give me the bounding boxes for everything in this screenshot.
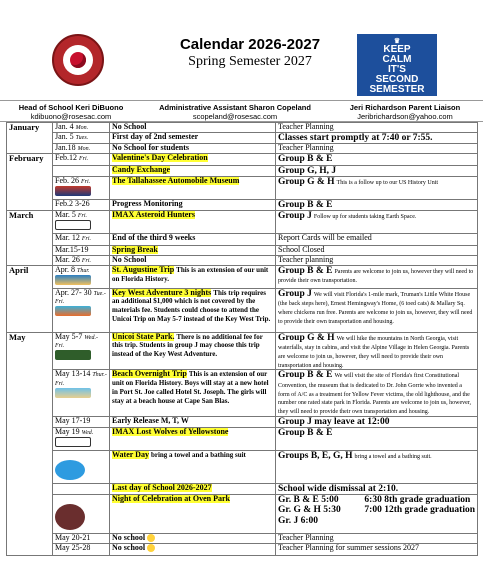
event-cell — [110, 416, 276, 427]
date-cell — [53, 123, 110, 133]
group-time: Gr. J 6:00 — [278, 515, 319, 526]
note-cell — [276, 451, 478, 484]
date-label: May 20-21 — [55, 533, 91, 542]
table-row — [7, 154, 478, 165]
note-label: School Closed — [278, 245, 325, 254]
event-cell — [110, 370, 276, 417]
note-label: Teacher Planning for summer sessions 2027 — [278, 543, 419, 552]
note-label: Group B & E — [278, 265, 333, 276]
table-row — [7, 199, 478, 210]
note-detail: bring a towel and a bathing suit. — [354, 454, 432, 461]
date-label: Jan. 4 — [55, 122, 74, 131]
event-cell — [110, 533, 276, 543]
challenger-image — [55, 220, 91, 230]
date-cell — [53, 451, 110, 484]
event-label: IMAX Asteroid Hunters — [112, 210, 195, 220]
group-time: Gr. B & E 5:00 — [278, 495, 339, 506]
month-cell — [7, 154, 53, 211]
museum-image — [55, 186, 91, 196]
date-label: Feb.12 — [55, 153, 77, 163]
month-cell — [7, 211, 53, 266]
table-row — [7, 416, 478, 427]
month-label: April — [9, 265, 29, 275]
event-cell — [110, 332, 276, 370]
note-cell — [276, 211, 478, 234]
crown-icon: ♛ — [393, 38, 401, 45]
page-title: Calendar 2026-2027 — [179, 36, 321, 53]
event-label: Last day of School 2026-2027 — [112, 483, 212, 492]
date-label: Apr. 27- 30 — [55, 288, 92, 297]
note-label: Group G & H — [278, 177, 335, 188]
date-label: Jan.18 — [55, 143, 76, 153]
event-label: Beach Overnight Trip — [112, 369, 187, 379]
event-cell — [110, 483, 276, 494]
event-cell — [110, 543, 276, 555]
date-label: May 5-7 — [55, 332, 83, 341]
month-label: February — [9, 153, 44, 164]
event-cell — [110, 144, 276, 154]
table-row — [7, 370, 478, 417]
note-cell — [276, 416, 478, 427]
note-label: Groups B, E, G, H — [278, 451, 353, 462]
table-row — [7, 332, 478, 370]
event-label: Key West Adventure 3 nights — [112, 288, 212, 297]
date-cell — [53, 133, 110, 144]
event-label: IMAX Lost Wolves of Yellowstone — [112, 427, 229, 437]
event-label: First day of 2nd semester — [112, 132, 199, 141]
event-label: Candy Exchange — [112, 165, 171, 174]
event-cell — [110, 177, 276, 200]
date-cell — [53, 370, 110, 417]
month-label: January — [9, 122, 40, 132]
page-subtitle: Spring Semester 2027 — [188, 54, 312, 69]
date-label: May 25-28 — [55, 543, 91, 552]
date-cell — [53, 543, 110, 555]
table-row — [7, 165, 478, 176]
event-cell — [110, 165, 276, 176]
date-cell — [53, 265, 110, 288]
table-row — [7, 533, 478, 543]
note-label: Group B & E — [278, 199, 333, 210]
date-cell — [53, 483, 110, 494]
date-cell — [53, 495, 110, 534]
note-cell — [276, 123, 478, 133]
note-cell — [276, 154, 478, 165]
date-label: Jan. 5 — [55, 132, 74, 141]
date-cell — [53, 177, 110, 200]
note-detail: Parents are welcome to join us, however they will need to provide their own transportation. — [278, 268, 474, 285]
date-cell — [53, 199, 110, 210]
note-label: Classes start promptly at 7:40 or 7:55. — [278, 133, 433, 143]
note-cell — [276, 533, 478, 543]
note-label: Teacher Planning — [278, 143, 334, 153]
date-label: Mar. 12 — [55, 233, 80, 242]
day-label: Thur. — [77, 267, 90, 274]
date-label: May 13-14 — [55, 369, 91, 379]
note-label: Group J — [278, 211, 312, 222]
event-cell — [110, 233, 276, 245]
note-cell — [276, 133, 478, 144]
note-label: Group J may leave at 12:00 — [278, 416, 390, 427]
event-label: Progress Monitoring — [112, 199, 183, 208]
keep-calm-badge: ♛ KEEP CALM IT'S SECOND SEMESTER — [357, 34, 437, 96]
note-cell — [276, 370, 478, 417]
smiley-icon — [147, 544, 155, 552]
graduation-time: 7:00 12th grade graduation — [364, 505, 475, 516]
event-cell — [110, 154, 276, 165]
month-cell — [7, 332, 53, 555]
note-cell — [276, 495, 478, 534]
event-label: Water Day — [112, 450, 149, 460]
day-label: Mon. — [77, 146, 91, 153]
event-label: No School — [112, 255, 147, 264]
day-label: Wed.-Fri. — [55, 334, 98, 350]
date-cell — [53, 233, 110, 245]
event-label: Spring Break — [112, 245, 158, 254]
table-row — [7, 428, 478, 451]
day-label: Fri. — [81, 257, 92, 264]
date-cell — [53, 211, 110, 234]
table-row — [7, 495, 478, 534]
fl-image — [55, 275, 91, 285]
date-cell — [53, 428, 110, 451]
date-label: Mar.15-19 — [55, 245, 89, 254]
table-row — [7, 211, 478, 234]
date-label: Apr. 8 — [55, 265, 75, 274]
unicoi-image — [55, 350, 91, 360]
note-label: Group J — [278, 288, 312, 299]
note-detail: We will visit the site of Florida's first Constitutional Convention, the museum that is dedicated to Dr. John Gorrie who invented a form of A/C as a treatment for Yellow Fever victims, the old lighthouse, and the number one rated state park in Florida. Parents are welcome to join us, however, they will need to provide their own transportation and housing. — [278, 373, 472, 416]
month-cell — [7, 265, 53, 332]
event-label: No school — [112, 543, 146, 552]
date-cell — [53, 416, 110, 427]
challenger-image — [55, 437, 91, 447]
event-label: St. Augustine Trip — [112, 265, 175, 274]
date-label: Mar. 26 — [55, 255, 80, 264]
smiley-icon — [147, 534, 155, 542]
event-extra: This trip requires an additional $1,000 which is not covered by the materials fee. Students could choose to attend the Unicoi Trip on May 5-7 instead of the Key West Trip. — [112, 288, 271, 323]
table-row — [7, 123, 478, 133]
table-row — [7, 265, 478, 288]
event-label: End of the third 9 weeks — [112, 233, 196, 242]
note-cell — [276, 144, 478, 154]
note-label: Group B & E — [278, 428, 333, 439]
event-cell — [110, 133, 276, 144]
note-cell — [276, 233, 478, 245]
note-cell — [276, 199, 478, 210]
note-cell — [276, 288, 478, 332]
event-label: Valentine's Day Celebration — [112, 153, 208, 163]
note-label: Group G & H — [278, 332, 335, 343]
water-image — [55, 460, 85, 480]
date-label: Feb. 26 — [55, 176, 79, 186]
month-cell — [7, 123, 53, 154]
day-label: Fri. — [77, 213, 88, 220]
date-cell — [53, 332, 110, 370]
day-label: Fri. — [79, 156, 89, 163]
event-extra: This is an extension of our unit on Florida History. Boys will stay at a new hotel in Port St. Joe called Hotel St. Joseph. The girls will stay at a beach house at Cape San Blas. — [112, 370, 269, 405]
event-cell — [110, 495, 276, 534]
event-cell — [110, 211, 276, 234]
table-row — [7, 144, 478, 154]
rose-icon — [70, 52, 86, 68]
note-cell — [276, 245, 478, 255]
day-label: Mon. — [75, 125, 89, 131]
month-label: March — [9, 210, 34, 221]
date-label: May 17-19 — [55, 416, 91, 425]
oven-image — [55, 504, 85, 530]
table-row — [7, 245, 478, 255]
note-label: Teacher Planning — [278, 122, 334, 131]
staff-liaison: Jeri Richardson Parent Liaison Jeribrichardson@yahoo.com — [349, 103, 461, 121]
date-cell — [53, 255, 110, 265]
group-time: Gr. G & H 5:30 — [278, 505, 341, 516]
header — [0, 0, 483, 98]
note-label: Teacher Planning — [278, 533, 334, 542]
note-label: School wide dismissal at 2:10. — [278, 483, 399, 494]
staff-head: Head of School Keri DiBuono kdibuono@rosesac.com — [18, 103, 124, 121]
date-cell — [53, 144, 110, 154]
staff-bar — [0, 100, 483, 122]
event-extra: This is an extension of our unit on Florida History. — [112, 265, 269, 283]
event-label: No School — [112, 122, 147, 131]
event-cell — [110, 199, 276, 210]
rose-academy-logo — [52, 34, 104, 86]
event-extra: bring a towel and a bathing suit — [150, 451, 246, 460]
date-label: May 19 — [55, 427, 80, 437]
event-label: No School for students — [112, 143, 189, 153]
beach-image — [55, 388, 91, 398]
event-cell — [110, 123, 276, 133]
note-cell — [276, 255, 478, 265]
day-label: Tues. — [75, 135, 89, 141]
month-label: May — [9, 332, 26, 342]
note-cell — [276, 332, 478, 370]
table-row — [7, 543, 478, 555]
date-cell — [53, 533, 110, 543]
note-detail: Follow up for students taking Earth Space. — [313, 214, 417, 221]
date-label: Mar. 5 — [55, 210, 76, 220]
table-row — [7, 288, 478, 332]
keywest-image — [55, 306, 91, 316]
date-cell — [53, 154, 110, 165]
day-label: Tue.-Fri. — [55, 290, 106, 306]
staff-admin: Administrative Assistant Sharon Copeland scopeland@rosesac.com — [159, 103, 311, 121]
note-detail: This is a follow up to our US History Unit — [336, 180, 439, 187]
note-detail: We will hike the mountains in North Georgia, visit waterfalls, stay in cabins, and visit the Alpine Village in Helen Georgia. Parents are welcome to join us, however, they will need to provide their own transportation and housing. — [278, 335, 470, 369]
note-cell — [276, 165, 478, 176]
note-cell — [276, 265, 478, 288]
note-label: Group B & E — [278, 154, 333, 165]
day-label: Fri. — [81, 179, 91, 186]
event-cell — [110, 428, 276, 451]
note-label: Group B & E — [278, 370, 333, 381]
calendar-table — [6, 122, 478, 556]
table-row — [7, 133, 478, 144]
date-cell — [53, 288, 110, 332]
event-label: Early Release M, T, W — [112, 416, 189, 425]
note-detail: We will visit Florida's 1-mile mark, Truman's Little White House (the back steps here), Ernest Hemingway's Home, (6 toed cats) & Mallary Sq. where chickens run free. Parents are welcome to join us, however, they will need to provide their own transportation and housing. — [278, 291, 473, 325]
event-label: The Tallahassee Automobile Museum — [112, 176, 240, 186]
table-row — [7, 177, 478, 200]
note-cell — [276, 483, 478, 494]
date-cell — [53, 165, 110, 176]
day-label: Fri. — [81, 235, 92, 242]
note-label: Report Cards will be emailed — [278, 233, 372, 242]
event-label: Unicoi State Park. — [112, 332, 175, 341]
event-label: Night of Celebration at Oven Park — [112, 494, 230, 504]
table-row — [7, 451, 478, 484]
event-cell — [110, 451, 276, 484]
table-row — [7, 483, 478, 494]
note-cell — [276, 428, 478, 451]
event-cell — [110, 288, 276, 332]
note-cell — [276, 543, 478, 555]
date-cell — [53, 245, 110, 255]
event-label: No school — [112, 533, 146, 542]
event-cell — [110, 255, 276, 265]
event-cell — [110, 265, 276, 288]
table-row — [7, 233, 478, 245]
note-label: Teacher planning — [278, 255, 334, 264]
graduation-time: 6:30 8th grade graduation — [364, 495, 471, 506]
note-label: Group G, H, J — [278, 165, 337, 176]
date-label: Feb.2 3-26 — [55, 199, 90, 208]
note-cell — [276, 177, 478, 200]
table-row — [7, 255, 478, 265]
event-cell — [110, 245, 276, 255]
day-label: Thur.-Fri. — [55, 372, 107, 388]
day-label: Wed. — [81, 430, 94, 437]
event-extra: There is no additional fee for this trip. Students in group J may choose this trip instead of the Key West Adventure. — [112, 332, 263, 359]
